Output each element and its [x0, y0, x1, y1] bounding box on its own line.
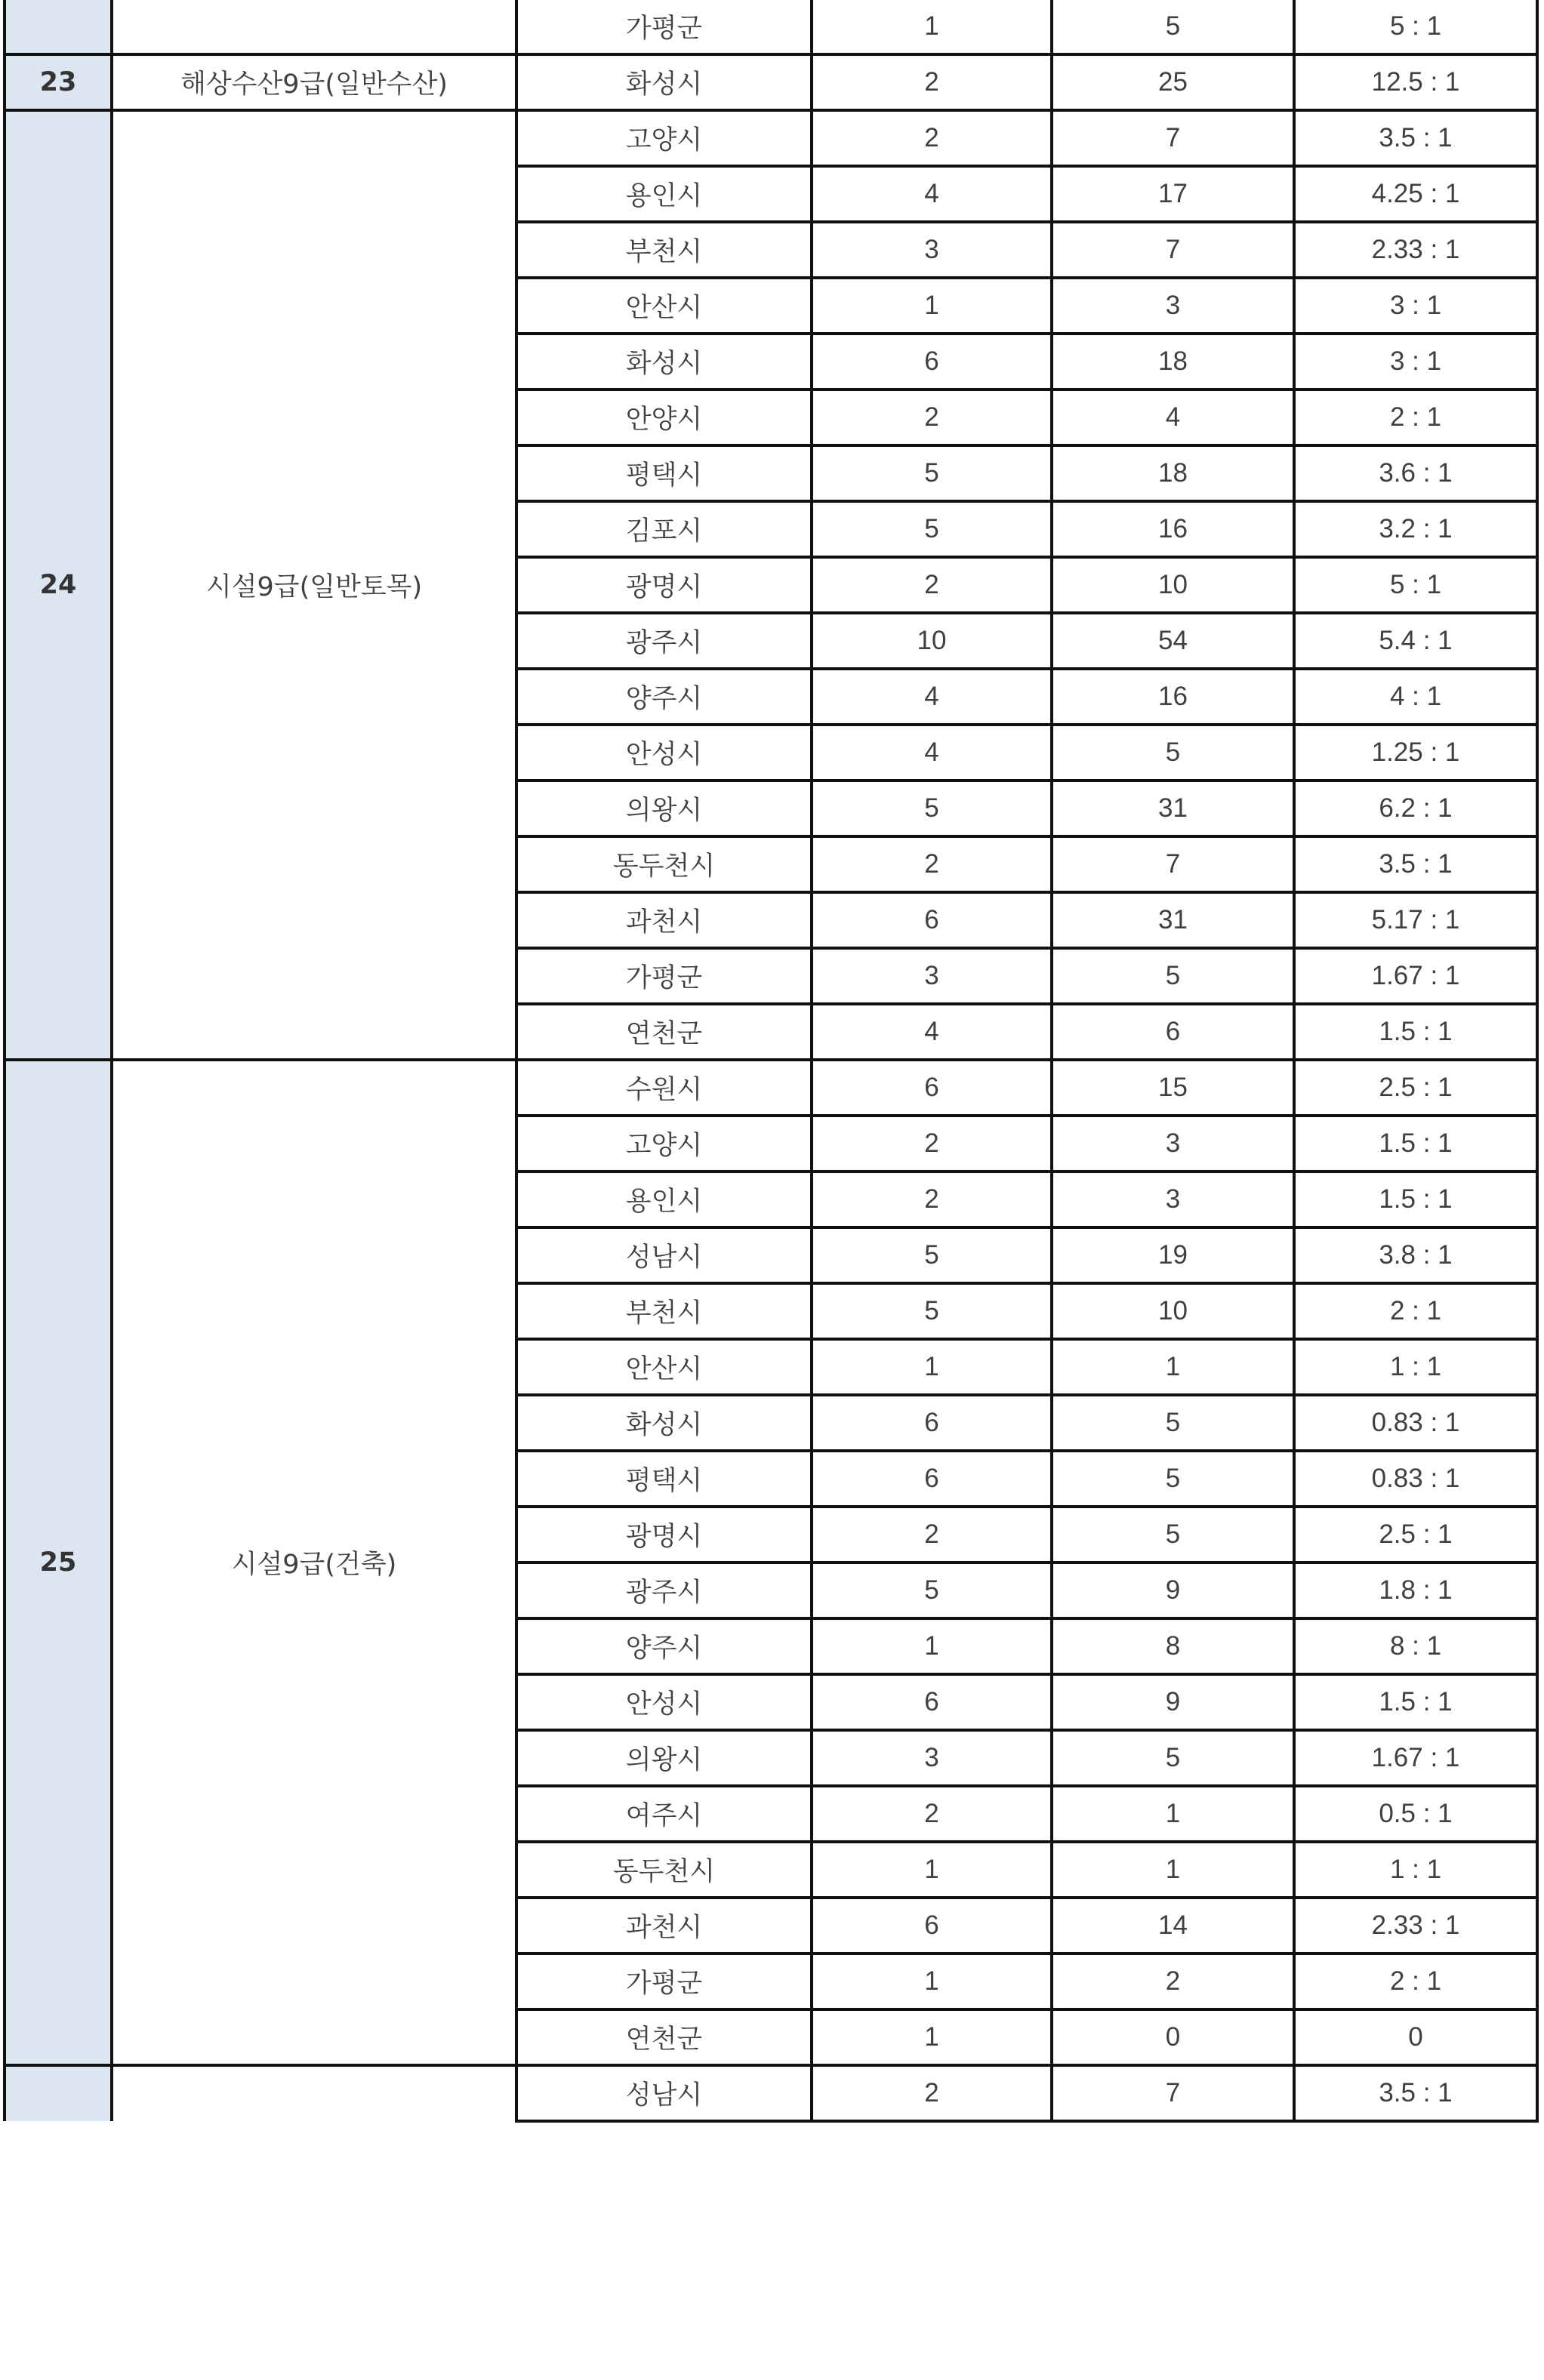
applicants-cell: 3 — [1052, 1116, 1294, 1172]
applicants-cell: 31 — [1052, 892, 1294, 948]
quota-cell: 2 — [812, 1507, 1052, 1563]
ratio-cell: 1.5 : 1 — [1294, 1674, 1537, 1730]
region-cell: 가평군 — [516, 1954, 812, 2009]
applicants-cell: 8 — [1052, 1618, 1294, 1674]
applicants-cell: 17 — [1052, 166, 1294, 222]
ratio-cell: 2.5 : 1 — [1294, 1060, 1537, 1116]
quota-cell: 2 — [812, 1172, 1052, 1227]
ratio-cell: 0.83 : 1 — [1294, 1451, 1537, 1507]
table-row — [5, 2065, 1537, 2121]
region-cell: 부천시 — [516, 222, 812, 278]
applicants-cell: 7 — [1052, 2065, 1294, 2121]
ratio-cell: 1.67 : 1 — [1294, 948, 1537, 1004]
ratio-cell: 5 : 1 — [1294, 557, 1537, 613]
region-cell: 고양시 — [516, 110, 812, 166]
applicants-cell: 18 — [1052, 445, 1294, 501]
quota-cell: 4 — [812, 166, 1052, 222]
job-title-cell — [112, 0, 516, 54]
region-cell: 광주시 — [516, 613, 812, 669]
quota-cell: 5 — [812, 781, 1052, 836]
ratio-cell: 3.5 : 1 — [1294, 836, 1537, 892]
region-cell: 양주시 — [516, 669, 812, 725]
ratio-cell: 2.5 : 1 — [1294, 1507, 1537, 1563]
applicants-cell: 25 — [1052, 54, 1294, 110]
quota-cell: 6 — [812, 1395, 1052, 1451]
ratio-cell: 1.5 : 1 — [1294, 1004, 1537, 1060]
applicants-cell: 4 — [1052, 389, 1294, 445]
ratio-cell: 1.25 : 1 — [1294, 725, 1537, 781]
ratio-cell: 2.33 : 1 — [1294, 1898, 1537, 1954]
quota-cell: 1 — [812, 1842, 1052, 1898]
quota-cell: 2 — [812, 389, 1052, 445]
competition-ratio-table — [3, 0, 1539, 2123]
region-cell: 과천시 — [516, 892, 812, 948]
ratio-cell: 3.8 : 1 — [1294, 1227, 1537, 1283]
applicants-cell: 3 — [1052, 1172, 1294, 1227]
applicants-cell: 6 — [1052, 1004, 1294, 1060]
quota-cell: 6 — [812, 1898, 1052, 1954]
ratio-cell: 2 : 1 — [1294, 1283, 1537, 1339]
quota-cell: 6 — [812, 334, 1052, 389]
quota-cell: 1 — [812, 2009, 1052, 2065]
quota-cell: 1 — [812, 278, 1052, 334]
applicants-cell: 5 — [1052, 1507, 1294, 1563]
applicants-cell: 10 — [1052, 557, 1294, 613]
region-cell: 동두천시 — [516, 1842, 812, 1898]
region-cell: 평택시 — [516, 445, 812, 501]
applicants-cell: 7 — [1052, 110, 1294, 166]
ratio-cell: 0.5 : 1 — [1294, 1786, 1537, 1842]
quota-cell: 2 — [812, 2065, 1052, 2121]
quota-cell: 2 — [812, 557, 1052, 613]
table-row — [5, 0, 1537, 54]
region-cell: 여주시 — [516, 1786, 812, 1842]
quota-cell: 2 — [812, 836, 1052, 892]
applicants-cell: 1 — [1052, 1842, 1294, 1898]
applicants-cell: 5 — [1052, 948, 1294, 1004]
quota-cell: 1 — [812, 1339, 1052, 1395]
quota-cell: 3 — [812, 948, 1052, 1004]
table-row — [5, 1060, 1537, 1116]
region-cell: 화성시 — [516, 334, 812, 389]
region-cell: 광명시 — [516, 557, 812, 613]
region-cell: 김포시 — [516, 501, 812, 557]
region-cell: 광명시 — [516, 1507, 812, 1563]
quota-cell: 5 — [812, 1227, 1052, 1283]
region-cell: 안산시 — [516, 278, 812, 334]
applicants-cell: 5 — [1052, 725, 1294, 781]
region-cell: 고양시 — [516, 1116, 812, 1172]
applicants-cell: 7 — [1052, 222, 1294, 278]
applicants-cell: 1 — [1052, 1339, 1294, 1395]
ratio-cell: 2.33 : 1 — [1294, 222, 1537, 278]
applicants-cell: 19 — [1052, 1227, 1294, 1283]
job-title-cell: 해상수산9급(일반수산) — [112, 54, 516, 110]
quota-cell: 4 — [812, 1004, 1052, 1060]
ratio-cell: 1 : 1 — [1294, 1339, 1537, 1395]
region-cell: 양주시 — [516, 1618, 812, 1674]
region-cell: 연천군 — [516, 1004, 812, 1060]
ratio-cell: 5 : 1 — [1294, 0, 1537, 54]
region-cell: 과천시 — [516, 1898, 812, 1954]
applicants-cell: 5 — [1052, 1451, 1294, 1507]
quota-cell: 3 — [812, 1730, 1052, 1786]
region-cell: 용인시 — [516, 1172, 812, 1227]
ratio-cell: 1.5 : 1 — [1294, 1172, 1537, 1227]
applicants-cell: 5 — [1052, 1395, 1294, 1451]
quota-cell: 5 — [812, 501, 1052, 557]
ratio-cell: 2 : 1 — [1294, 1954, 1537, 2009]
ratio-cell: 3 : 1 — [1294, 278, 1537, 334]
region-cell: 동두천시 — [516, 836, 812, 892]
quota-cell: 3 — [812, 222, 1052, 278]
region-cell: 용인시 — [516, 166, 812, 222]
quota-cell: 6 — [812, 1451, 1052, 1507]
ratio-cell: 0.83 : 1 — [1294, 1395, 1537, 1451]
region-cell: 수원시 — [516, 1060, 812, 1116]
applicants-cell: 15 — [1052, 1060, 1294, 1116]
quota-cell: 2 — [812, 1116, 1052, 1172]
region-cell: 안산시 — [516, 1339, 812, 1395]
applicants-cell: 10 — [1052, 1283, 1294, 1339]
applicants-cell: 9 — [1052, 1563, 1294, 1618]
applicants-cell: 16 — [1052, 501, 1294, 557]
region-cell: 의왕시 — [516, 1730, 812, 1786]
quota-cell: 1 — [812, 1618, 1052, 1674]
group-number-cell: 23 — [5, 54, 112, 110]
table-row — [5, 54, 1537, 110]
job-title-cell: 시설9급(건축) — [112, 1060, 516, 2065]
ratio-cell: 3.2 : 1 — [1294, 501, 1537, 557]
quota-cell: 6 — [812, 1060, 1052, 1116]
quota-cell: 2 — [812, 54, 1052, 110]
region-cell: 성남시 — [516, 2065, 812, 2121]
ratio-cell: 1 : 1 — [1294, 1842, 1537, 1898]
ratio-cell: 1.67 : 1 — [1294, 1730, 1537, 1786]
quota-cell: 5 — [812, 445, 1052, 501]
applicants-cell: 5 — [1052, 0, 1294, 54]
region-cell: 부천시 — [516, 1283, 812, 1339]
quota-cell: 5 — [812, 1283, 1052, 1339]
region-cell: 안양시 — [516, 389, 812, 445]
group-number-cell: 24 — [5, 110, 112, 1060]
ratio-cell: 12.5 : 1 — [1294, 54, 1537, 110]
quota-cell: 6 — [812, 892, 1052, 948]
group-number-cell: 25 — [5, 1060, 112, 2065]
ratio-cell: 3.5 : 1 — [1294, 2065, 1537, 2121]
ratio-cell: 5.17 : 1 — [1294, 892, 1537, 948]
quota-cell: 2 — [812, 110, 1052, 166]
ratio-cell: 6.2 : 1 — [1294, 781, 1537, 836]
ratio-cell: 3 : 1 — [1294, 334, 1537, 389]
quota-cell: 2 — [812, 1786, 1052, 1842]
ratio-cell: 5.4 : 1 — [1294, 613, 1537, 669]
table-body — [5, 0, 1537, 2121]
region-cell: 성남시 — [516, 1227, 812, 1283]
ratio-cell: 3.5 : 1 — [1294, 110, 1537, 166]
region-cell: 평택시 — [516, 1451, 812, 1507]
region-cell: 가평군 — [516, 948, 812, 1004]
applicants-cell: 7 — [1052, 836, 1294, 892]
region-cell: 광주시 — [516, 1563, 812, 1618]
region-cell: 가평군 — [516, 0, 812, 54]
ratio-cell: 1.5 : 1 — [1294, 1116, 1537, 1172]
quota-cell: 6 — [812, 1674, 1052, 1730]
applicants-cell: 3 — [1052, 278, 1294, 334]
applicants-cell: 31 — [1052, 781, 1294, 836]
ratio-cell: 4.25 : 1 — [1294, 166, 1537, 222]
quota-cell: 1 — [812, 0, 1052, 54]
ratio-cell: 1.8 : 1 — [1294, 1563, 1537, 1618]
applicants-cell: 9 — [1052, 1674, 1294, 1730]
region-cell: 의왕시 — [516, 781, 812, 836]
ratio-cell: 4 : 1 — [1294, 669, 1537, 725]
applicants-cell: 2 — [1052, 1954, 1294, 2009]
ratio-cell: 0 — [1294, 2009, 1537, 2065]
ratio-cell: 2 : 1 — [1294, 389, 1537, 445]
quota-cell: 10 — [812, 613, 1052, 669]
quota-cell: 4 — [812, 725, 1052, 781]
applicants-cell: 5 — [1052, 1730, 1294, 1786]
quota-cell: 5 — [812, 1563, 1052, 1618]
region-cell: 안성시 — [516, 725, 812, 781]
job-title-cell — [112, 2065, 516, 2121]
applicants-cell: 0 — [1052, 2009, 1294, 2065]
region-cell: 화성시 — [516, 54, 812, 110]
job-title-cell: 시설9급(일반토목) — [112, 110, 516, 1060]
quota-cell: 4 — [812, 669, 1052, 725]
quota-cell: 1 — [812, 1954, 1052, 2009]
region-cell: 안성시 — [516, 1674, 812, 1730]
ratio-cell: 3.6 : 1 — [1294, 445, 1537, 501]
applicants-cell: 54 — [1052, 613, 1294, 669]
group-number-cell — [5, 0, 112, 54]
region-cell: 화성시 — [516, 1395, 812, 1451]
region-cell: 연천군 — [516, 2009, 812, 2065]
applicants-cell: 1 — [1052, 1786, 1294, 1842]
ratio-cell: 8 : 1 — [1294, 1618, 1537, 1674]
group-number-cell — [5, 2065, 112, 2121]
applicants-cell: 16 — [1052, 669, 1294, 725]
table-row — [5, 110, 1537, 166]
applicants-cell: 14 — [1052, 1898, 1294, 1954]
applicants-cell: 18 — [1052, 334, 1294, 389]
